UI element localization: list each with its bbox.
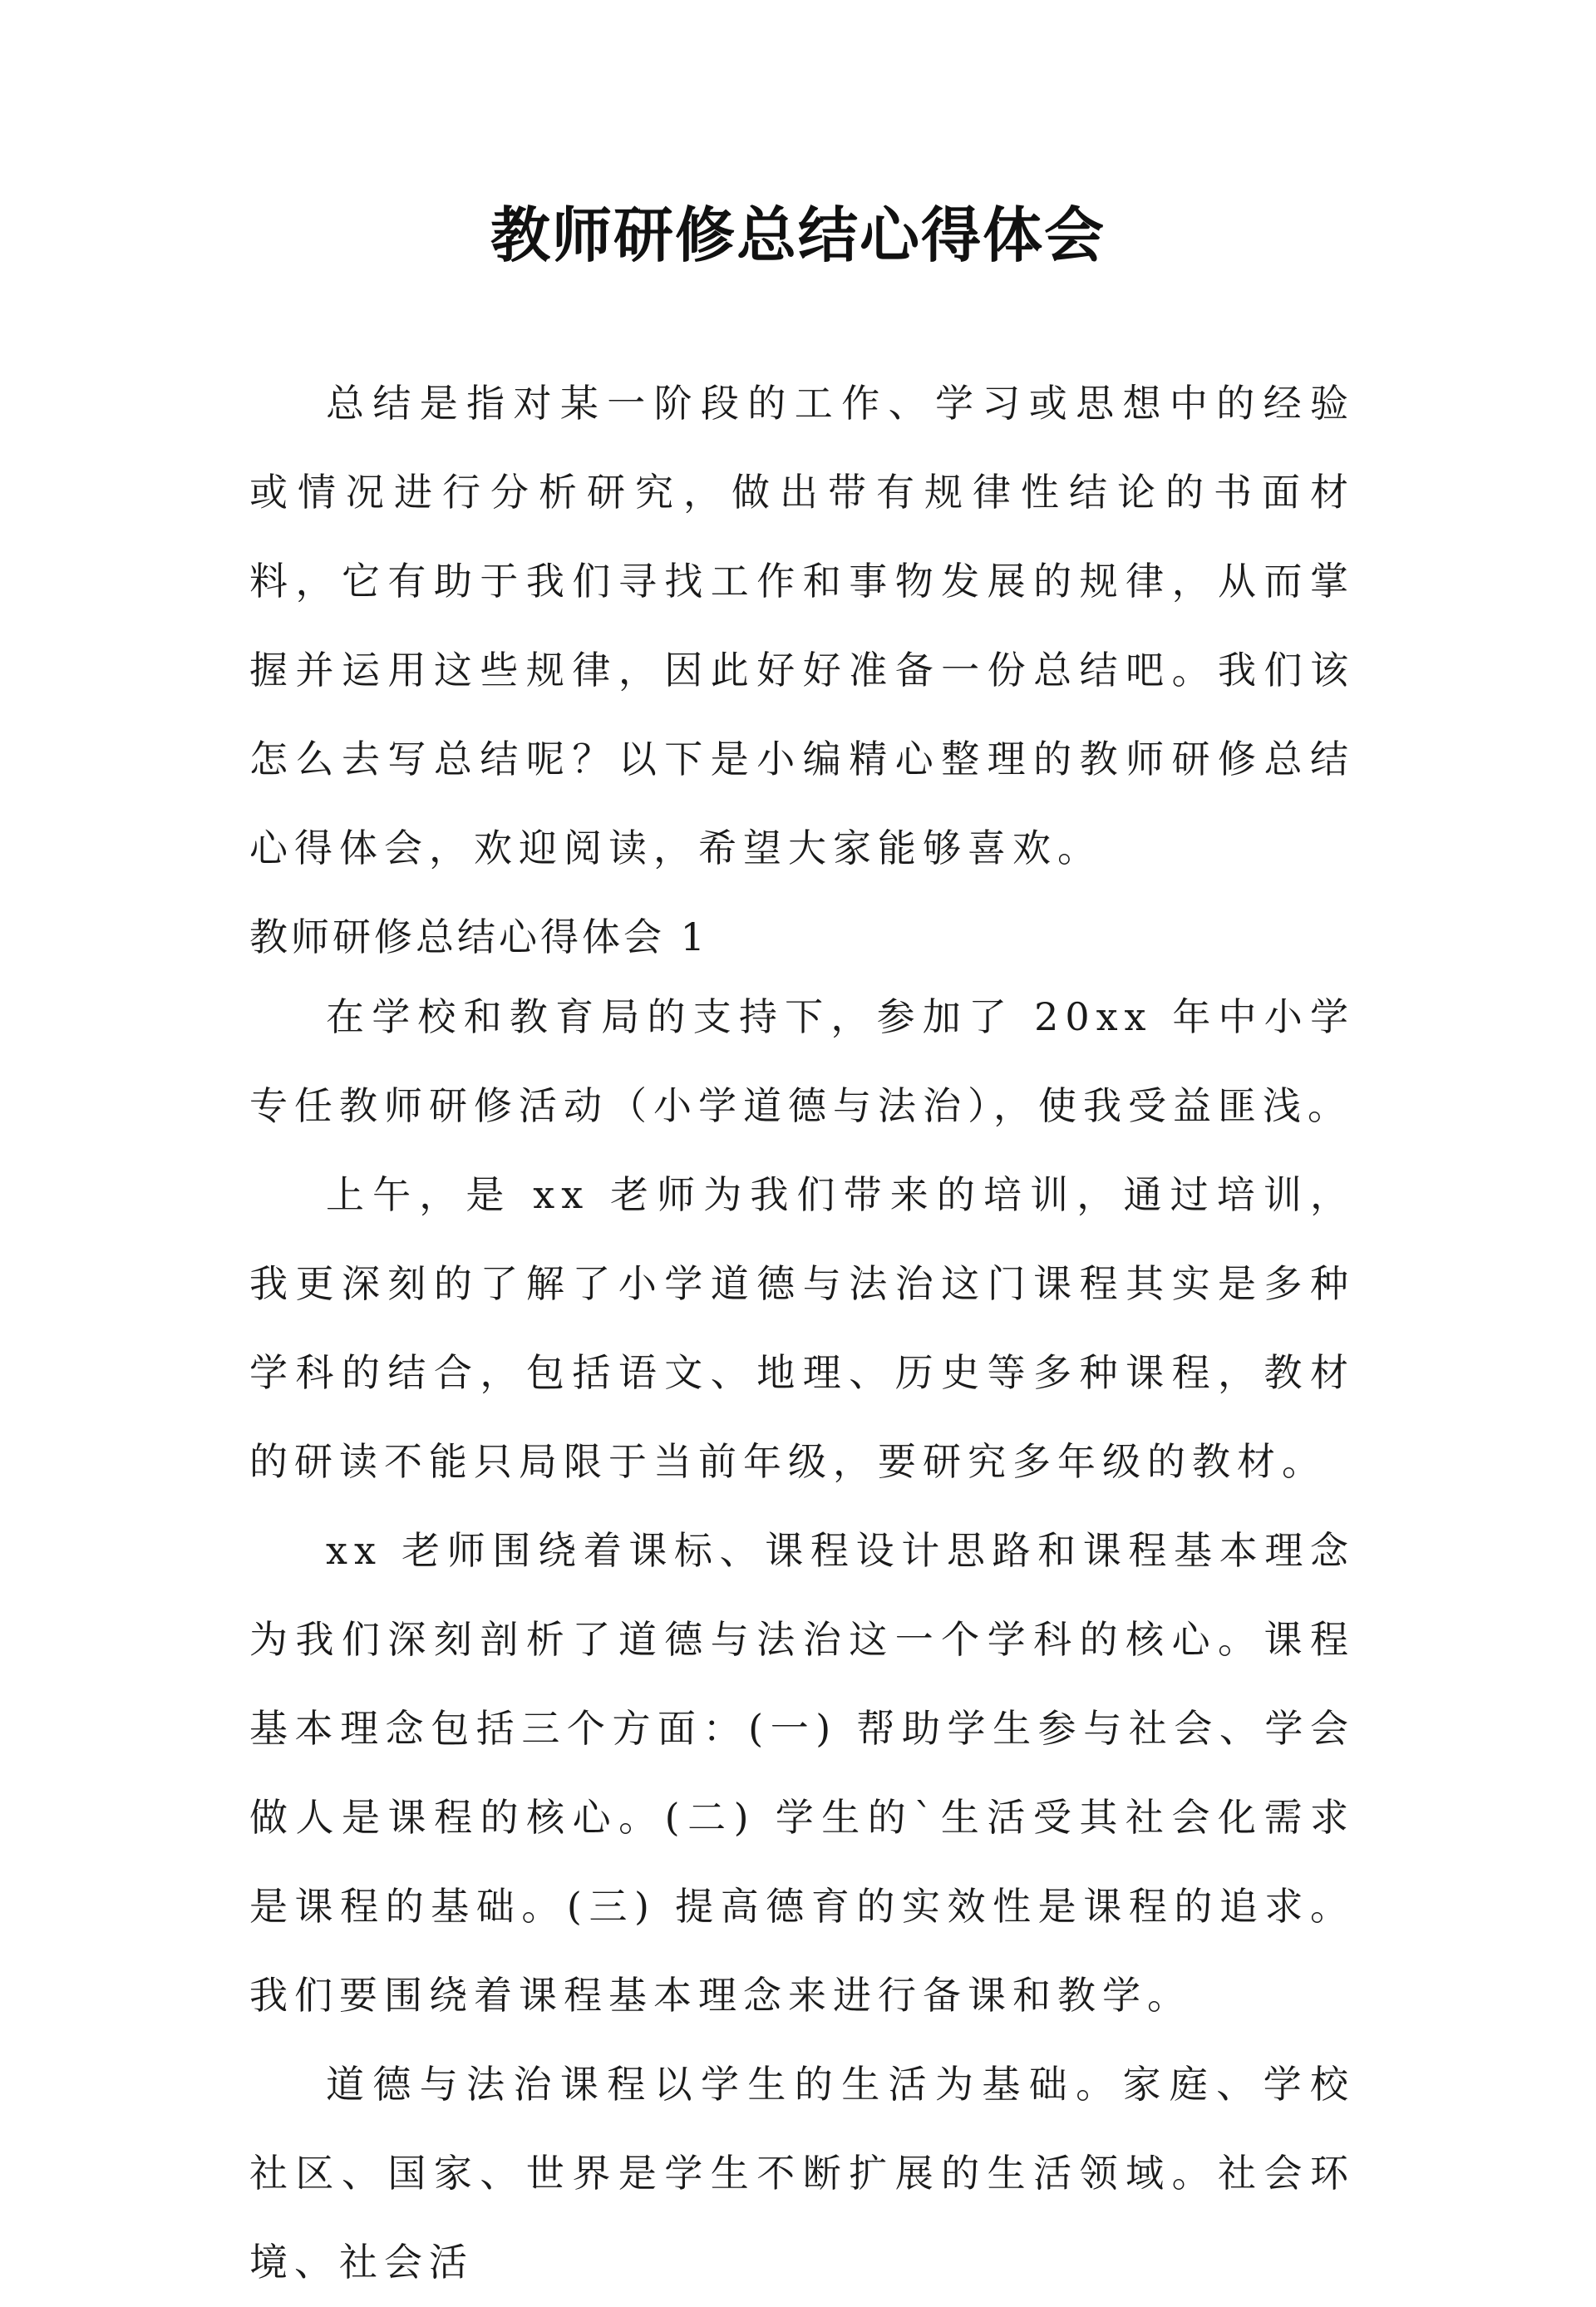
body-paragraph-1: 在学校和教育局的支持下，参加了 20xx 年中小学专任教师研修活动（小学道德与法治），使我受益匪浅。: [249, 994, 1355, 1128]
section-heading: 教师研修总结心得体会 1: [249, 914, 708, 959]
body-paragraph-2: 上午，是 xx 老师为我们带来的培训，通过培训，我更深刻的了解了小学道德与法治这门课程其实是多种学科的结合，包括语文、地理、历史等多种课程，教材的研读不能只局限于当前年级，要研究多年级的教材。: [249, 1172, 1355, 1484]
intro-block: [249, 359, 1355, 893]
document-title: 教师研修总结心得体会: [490, 200, 1106, 270]
body-paragraph-3: xx 老师围绕着课标、课程设计思路和课程基本理念为我们深刻剖析了道德与法治这一个学科的核心。课程基本理念包括三个方面：(一) 帮助学生参与社会、学会做人是课程的核心。(二) 学生的`生活受其社会化需求是课程的基础。(三) 提高德育的实效性是课程的追求。我们要围绕着课程基本理念来进行备课和教学。: [249, 1528, 1355, 2018]
intro-paragraph: 总结是指对某一阶段的工作、学习或思想中的经验或情况进行分析研究，做出带有规律性结论的书面材料，它有助于我们寻找工作和事物发展的规律，从而掌握并运用这些规律，因此好好准备一份总结吧。我们该怎么去写总结呢？以下是小编精心整理的教师研修总结心得体会，欢迎阅读，希望大家能够喜欢。: [249, 381, 1355, 870]
body-paragraph-4: 道德与法治课程以学生的生活为基础。家庭、学校社区、国家、世界是学生不断扩展的生活领域。社会环境、社会活: [249, 2062, 1355, 2285]
section-body: [249, 973, 1355, 2307]
